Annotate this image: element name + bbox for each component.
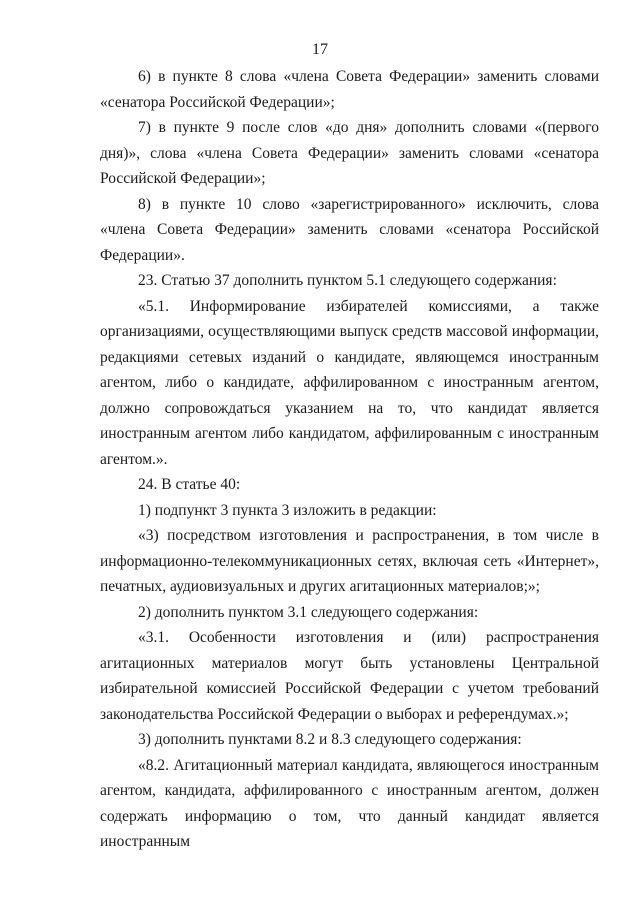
paragraph-subitem-1: 1) подпункт 3 пункта 3 изложить в редакции:	[138, 501, 437, 519]
paragraph-quote-3: «3) посредством изготовления и распространения, в том числе в информационно-телекоммуникационных сетях, включая сеть «Интернет», печатных, аудиовизуальных и других агитационных материалов;»;	[100, 527, 599, 595]
paragraph-quote-8-2: «8.2. Агитационный материал кандидата, являющегося иностранным агентом, кандидата, аффилированного с иностранным агентом, должен содержать информацию о том, что данный кандидат является иностранным	[100, 756, 599, 850]
paragraph-subitem-2: 2) дополнить пунктом 3.1 следующего содержания:	[138, 603, 479, 621]
paragraph-item-23: 23. Статью 37 дополнить пунктом 5.1 следующего содержания:	[138, 272, 557, 289]
paragraph-item-24: 24. В статье 40:	[138, 476, 241, 493]
paragraph-subitem-3: 3) дополнить пунктами 8.2 и 8.3 следующего содержания:	[138, 731, 522, 748]
paragraph-quote-5-1: «5.1. Информирование избирателей комиссиями, а также организациями, осуществляющими выпуск средств массовой информации, редакциями сетевых изданий о кандидате, являющемся иностранным агентом, либо о кандидате, аффилированном с иностранным агентом, должно сопровождаться указанием на то, что кандидат является иностранным агентом либо кандидатом, аффилированным с иностранным агентом.».	[100, 297, 599, 468]
paragraph-amendment-8: 8) в пункте 10 слово «зарегистрированного» исключить, слова «члена Совета Федерации» заменить словами «сенатора Российской Федерации».	[100, 195, 599, 264]
paragraph-amendment-6: 6) в пункте 8 слова «члена Совета Федерации» заменить словами «сенатора Российской Федерации»;	[100, 68, 599, 111]
paragraph-amendment-7: 7) в пункте 9 после слов «до дня» дополнить словами «(первого дня)», слова «члена Совета Федерации» заменить словами «сенатора Российской Федерации»;	[100, 119, 599, 187]
document-body	[100, 64, 599, 855]
page-number: 17	[312, 41, 328, 58]
paragraph-quote-3-1: «3.1. Особенности изготовления и (или) распространения агитационных материалов могут быть установлены Центральной избирательной комиссией Российской Федерации с учетом требований законодательства Российской Федерации о выборах и референдумах.»;	[100, 629, 599, 723]
